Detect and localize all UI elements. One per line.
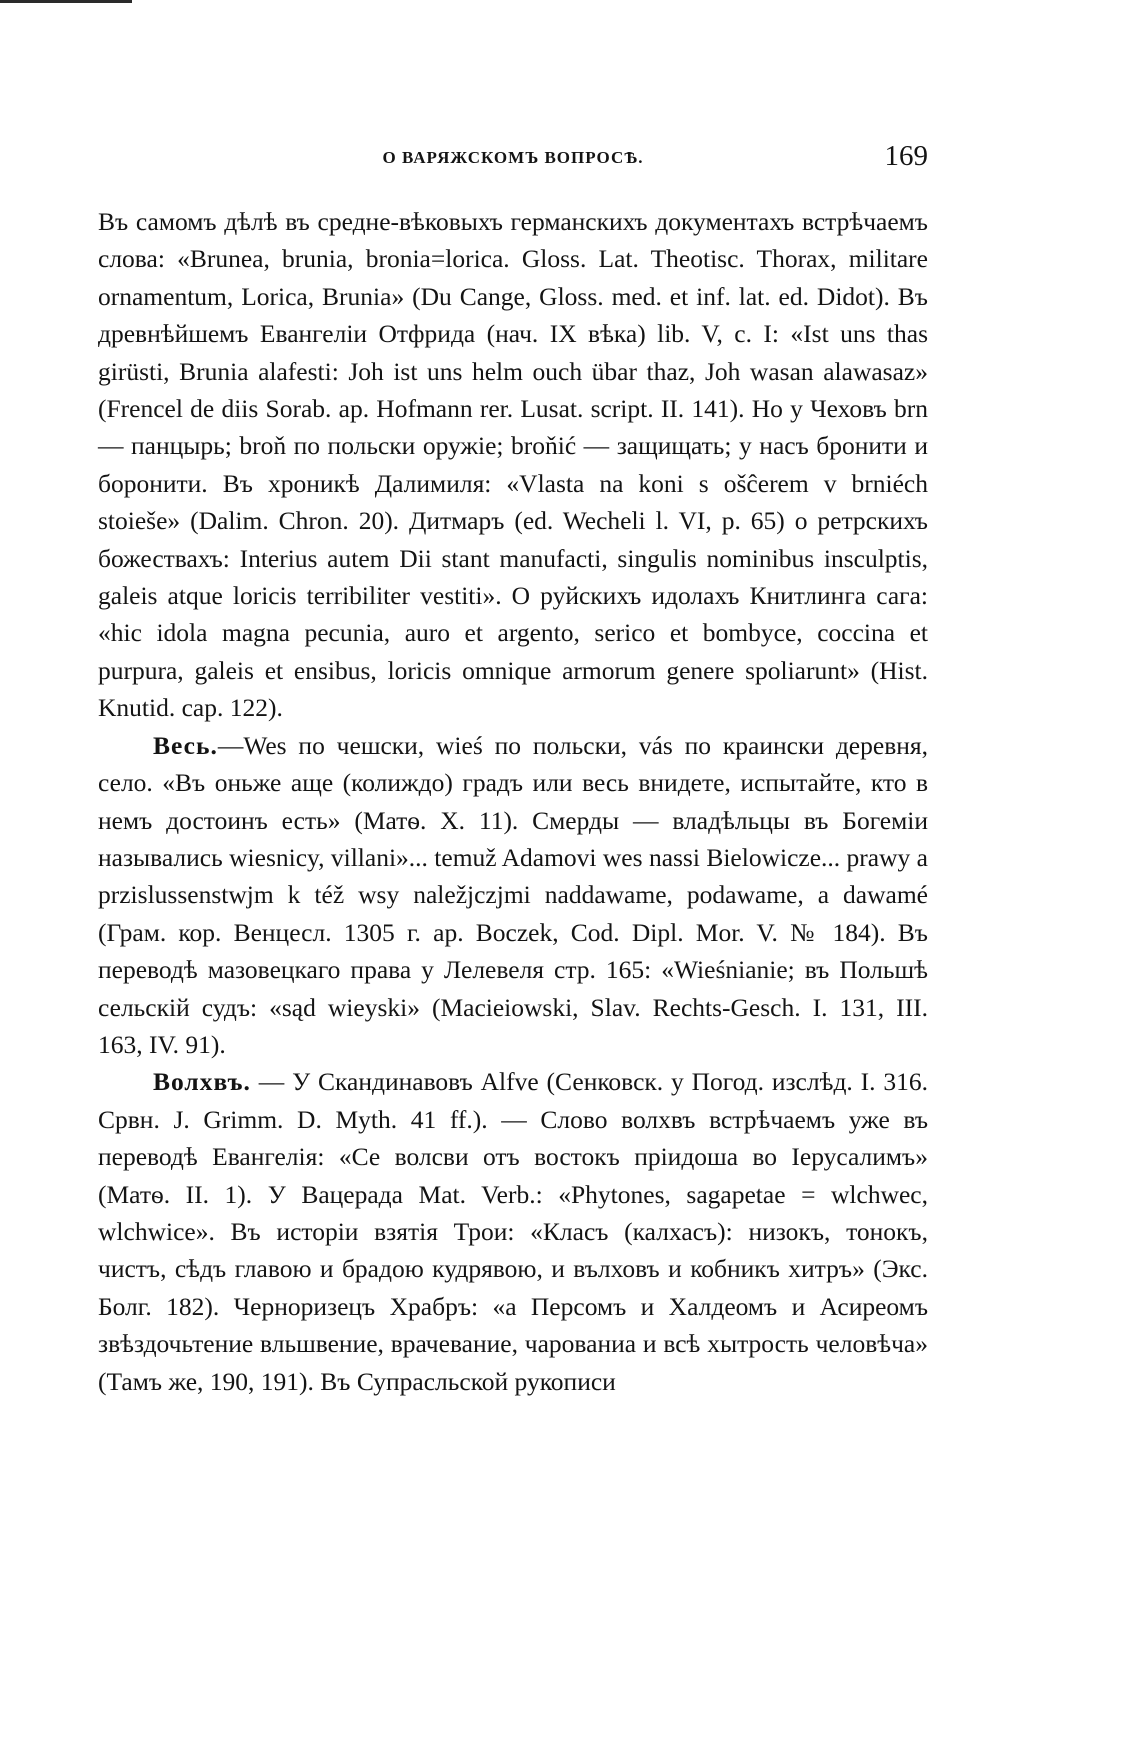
running-title: О ВАРЯЖСКОМЪ ВОПРОСѢ. — [382, 148, 644, 167]
body-text — [98, 203, 928, 1400]
headword-ves: Весь. — [153, 730, 218, 760]
paragraph-text: —Wes по чешски, wieś по польски, vás по краински деревня, село. «Въ оньже аще (колиждо) градъ или весь внидете, испытайте, кто в немъ достоинъ есть» (Матѳ. X. 11). Смерды — владѣльцы въ Богеміи назывались wiesnicy, villani»... temuž Adamovi wes nassi Bielowicze... prawy a przislussenstwjm k též wsy naležjczjmi naddawame, podawame, a dawamé (Грам. кор. Венцесл. 1305 г. ap. Boczek, Cod. Dipl. Mor. V. № 184). Въ переводѣ мазовецкаго права у Лелевеля стр. 165: «Wieśnianie; въ Польшѣ сельскій судъ: «sąd wieyski» (Macieiowski, Slav. Rechts-Gesch. I. 131, III. 163, IV. 91). — [98, 730, 928, 1059]
paragraph-text: Въ самомъ дѣлѣ въ средне-вѣковыхъ германскихъ документахъ встрѣчаемъ слова: «Brunea, brunia, bronia=lorica. Gloss. Lat. Theotisc. Thorax, militare ornamentum, Lorica, Brunia» (Du Cange, Gloss. med. et inf. lat. ed. Didot). Въ древнѣйшемъ Евангеліи Отфрида (нач. IX вѣка) lib. V, c. I: «Ist uns thas girüsti, Brunia alafesti: Joh ist uns helm ouch übar thaz, Joh wasan alawasaz» (Frencel de diis Sorab. ap. Hofmann rer. Lusat. script. II. 141). Но у Чеховъ brn — панцырь; broň по польски оружіе; broňić — защищать; у насъ бронити и боронити. Въ хроникѣ Далимиля: «Vlasta na koni s ošĉerem v brniéch stoiеše» (Dalim. Chron. 20). Дитмаръ (ed. Wecheli l. VI, p. 65) о ретрскихъ божествахъ: Interius autem Dii stant manufacti, singulis nominibus insculptis, galeis atque loricis terribiliter vestiti». О руйскихъ идолахъ Книтлинга сага: «hic idola magna pecunia, auro et argento, serico et bombyce, coccina et purpura, galeis et ensibus, loricis omnique armorum genere spoliarunt» (Hist. Knutid. cap. 122). — [98, 207, 928, 723]
paragraph-volkhv — [98, 1063, 928, 1400]
page-number: 169 — [884, 140, 928, 172]
page-header — [98, 140, 928, 180]
top-rule-divider — [0, 0, 132, 3]
paragraph-ves — [98, 727, 928, 1064]
paragraph-brunia — [98, 203, 928, 727]
paragraph-text: — У Скандинавовъ Alfve (Сенковск. у Погод. изслѣд. I. 316. Срвн. J. Grimm. D. Myth. 41 ff.). — Слово волхвъ встрѣчаемъ уже въ переводѣ Евангелія: «Се волсви отъ востокъ пріидоша во Іерусалимъ» (Матѳ. II. 1). У Вацерада Mat. Verb.: «Phytones, sagapetae = wlchwec, wlchwice». Въ исторіи взятія Трои: «Класъ (калхасъ): низокъ, тонокъ, чистъ, сѣдъ главою и брадою кудрявою, и вълховъ и кобникъ хитръ» (Экс. Болг. 182). Черноризецъ Храбръ: «а Персомъ и Халдеомъ и Асиреомъ звѣздочьтение вльшвение, врачевание, чарованиа и всѣ хытрость человѣча» (Тамъ же, 190, 191). Въ Супрасльской рукописи — [98, 1067, 929, 1396]
headword-volkhv: Волхвъ. — [153, 1067, 251, 1097]
